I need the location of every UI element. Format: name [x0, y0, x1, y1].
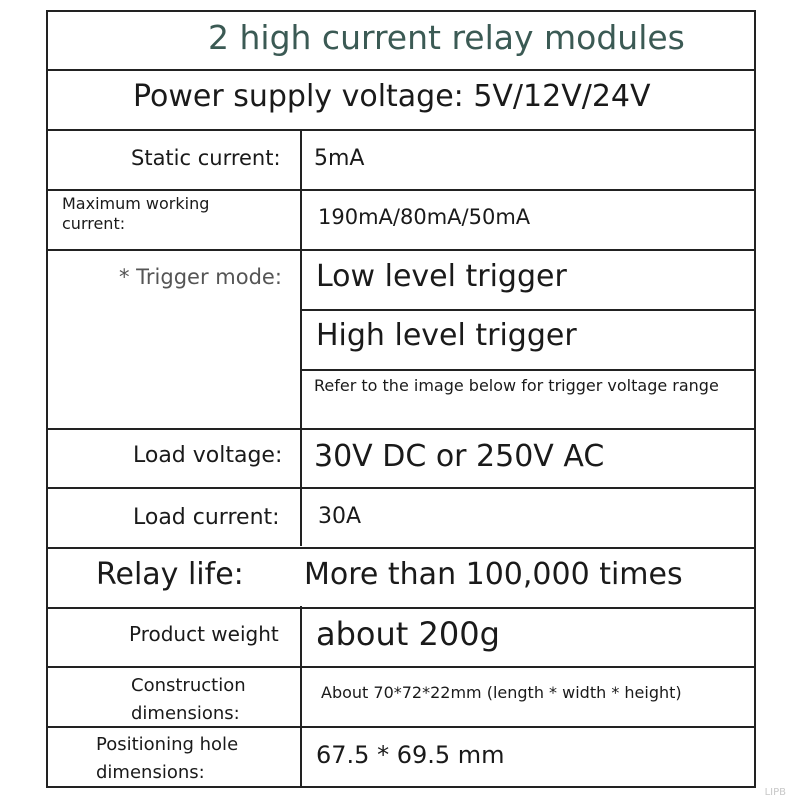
relay-life-label: Relay life: — [96, 557, 244, 592]
positioning-hole-label: Positioning hole dimensions: — [96, 734, 239, 783]
trigger-high-level: High level trigger — [316, 318, 577, 353]
max-working-current-label: Maximum working current: — [62, 194, 210, 233]
power-supply-voltage: Power supply voltage: 5V/12V/24V — [133, 79, 651, 114]
load-current-value: 30A — [318, 504, 362, 529]
row-divider — [48, 666, 754, 668]
row-divider — [301, 369, 754, 371]
load-voltage-value: 30V DC or 250V AC — [314, 439, 605, 474]
row-divider — [301, 309, 754, 311]
static-current-value: 5mA — [314, 146, 365, 171]
construction-dimensions-label: Construction dimensions: — [131, 675, 246, 724]
row-divider — [48, 69, 754, 71]
relay-life-value: More than 100,000 times — [304, 557, 683, 592]
product-weight-label: Product weight — [129, 622, 279, 646]
row-divider — [48, 487, 754, 489]
row-divider — [48, 129, 754, 131]
column-divider — [300, 606, 302, 788]
page-title: 2 high current relay modules — [208, 18, 685, 57]
load-current-label: Load current: — [133, 505, 280, 530]
positioning-hole-value: 67.5 * 69.5 mm — [316, 741, 505, 769]
trigger-mode-label: * Trigger mode: — [119, 265, 282, 289]
load-voltage-label: Load voltage: — [133, 443, 283, 468]
row-divider — [48, 607, 754, 609]
row-divider — [48, 428, 754, 430]
watermark: LIPB — [764, 787, 786, 798]
construction-dimensions-value: About 70*72*22mm (length * width * height) — [321, 683, 682, 702]
max-working-current-value: 190mA/80mA/50mA — [318, 205, 531, 229]
row-divider — [48, 249, 754, 251]
static-current-label: Static current: — [131, 146, 281, 170]
row-divider — [48, 547, 754, 549]
row-divider — [48, 189, 754, 191]
column-divider — [300, 129, 302, 546]
product-weight-value: about 200g — [316, 615, 500, 653]
trigger-low-level: Low level trigger — [316, 259, 567, 294]
trigger-note: Refer to the image below for trigger voltage range — [314, 376, 719, 395]
